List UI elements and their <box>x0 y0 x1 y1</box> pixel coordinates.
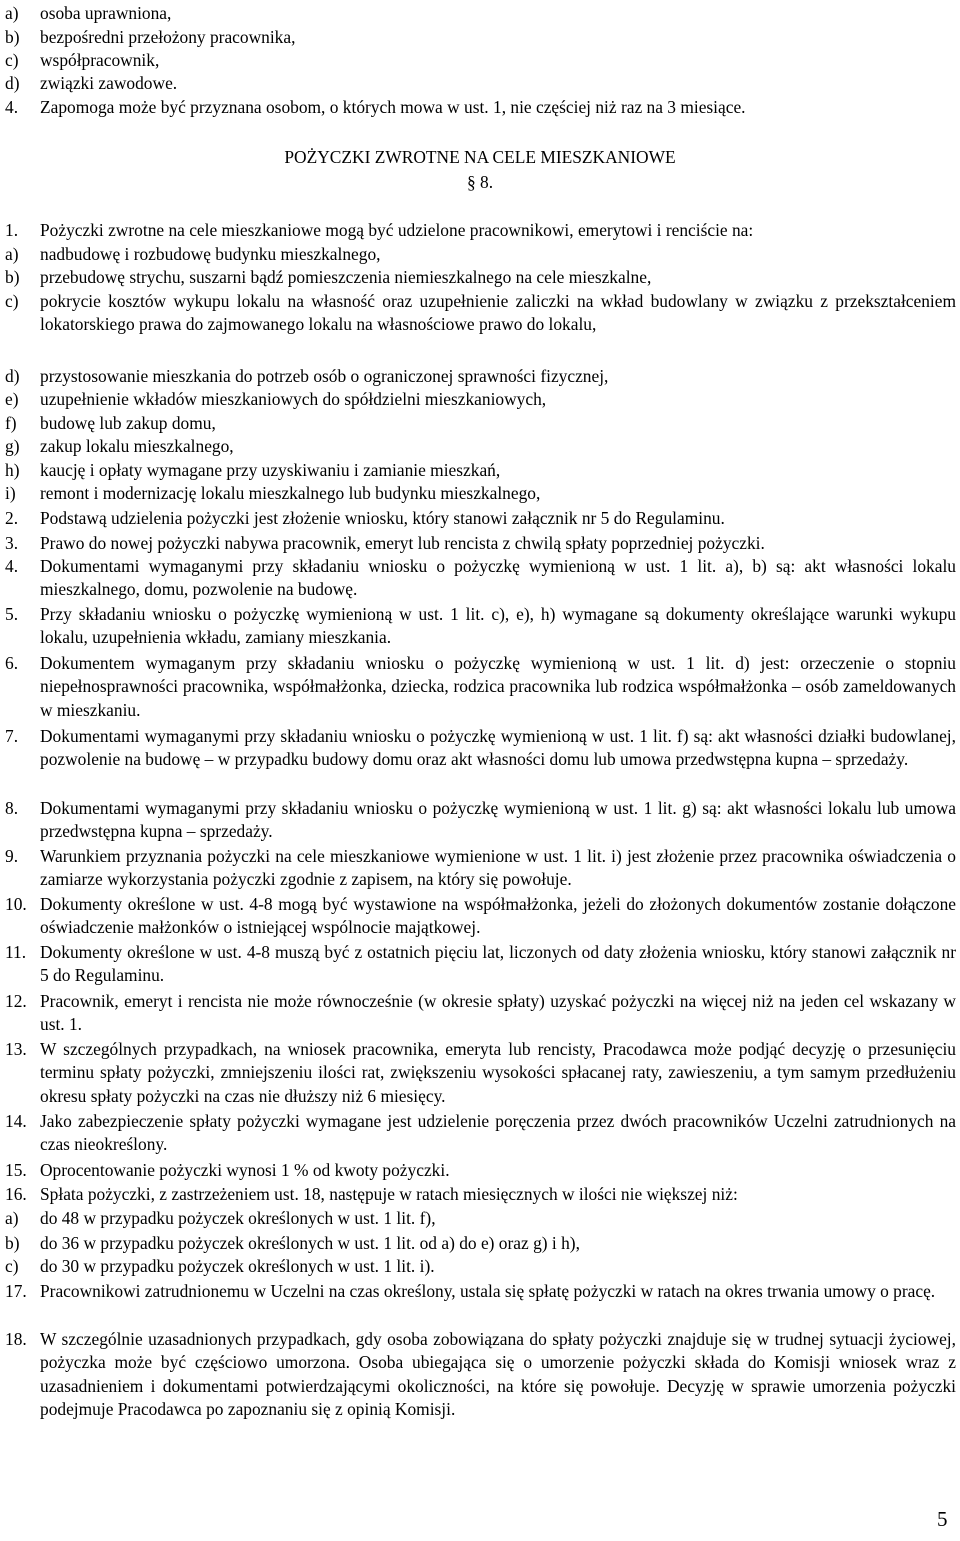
list-text: przebudowę strychu, suszarni bądź pomieszczenia niemieszkalnego na cele mieszkalne, <box>40 267 652 287</box>
list-text: Podstawą udzielenia pożyczki jest złożenie wniosku, który stanowi załącznik nr 5 do Regulaminu. <box>40 508 725 528</box>
list-marker: d) <box>5 366 20 386</box>
list-marker: 5. <box>5 604 19 624</box>
list-text: Prawo do nowej pożyczki nabywa pracownik, emeryt lub rencista z chwilą spłaty poprzedniej pożyczki. <box>40 533 765 553</box>
list-text: do 48 w przypadku pożyczek określonych w ust. 1 lit. f), <box>40 1208 436 1228</box>
list-text: remont i modernizację lokalu mieszkalnego lub budynku mieszkalnego, <box>40 483 541 503</box>
list-marker: f) <box>5 413 17 433</box>
list-marker: 8. <box>5 798 19 818</box>
list-marker: 4. <box>5 97 19 117</box>
list-text: Pracownikowi zatrudnionemu w Uczelni na czas określony, ustala się spłatę pożyczki w ratach na okres trwania umowy o pracę. <box>40 1281 936 1301</box>
paragraph-label: § 8. <box>466 172 494 192</box>
list-marker: g) <box>5 436 20 456</box>
list-marker: 2. <box>5 508 19 528</box>
list-text: związki zawodowe. <box>40 73 178 93</box>
list-text: do 30 w przypadku pożyczek określonych w ust. 1 lit. i). <box>40 1256 435 1276</box>
list-text: Dokumentem wymaganym przy składaniu wniosku o pożyczkę wymienioną w ust. 1 lit. d) jest: orzeczenie o stopniu niepełnosprawności pracownika, współmałżonka, dziecka, rodzica pracownika lub rodzica współmałżonka – osób zameldowanych w mieszkaniu. <box>40 653 956 720</box>
list-marker: 1. <box>5 220 19 240</box>
list-text: współpracownik, <box>40 50 160 70</box>
list-text: W szczególnych przypadkach, na wniosek pracownika, emeryta lub rencisty, Pracodawca może podjąć decyzję o przesunięciu terminu spłaty pożyczki, zmniejszeniu ilości rat, zwiększeniu wysokości spłacanej raty, zawieszeniu, a tym samym przedłużeniu okresu spłaty pożyczki na czas nie dłuższy niż 6 miesięcy. <box>40 1039 956 1106</box>
list-text: Warunkiem przyznania pożyczki na cele mieszkaniowe wymienione w ust. 1 lit. i) jest złożenie przez pracownika oświadczenia o zamiarze wykorzystania pożyczki zgodnie z zapisem, na który się powołuje. <box>40 846 956 890</box>
list-marker: a) <box>5 244 19 264</box>
list-marker: 12. <box>5 991 27 1011</box>
list-text: zakup lokalu mieszkalnego, <box>40 436 234 456</box>
list-marker: b) <box>5 267 20 287</box>
list-marker: 7. <box>5 726 19 746</box>
list-text: uzupełnienie wkładów mieszkaniowych do spółdzielni mieszkaniowych, <box>40 389 547 409</box>
list-text: bezpośredni przełożony pracownika, <box>40 27 296 47</box>
list-marker: a) <box>5 1208 19 1228</box>
list-marker: c) <box>5 50 19 70</box>
list-text: Spłata pożyczki, z zastrzeżeniem ust. 18, następuje w ratach miesięcznych w ilości nie większej niż: <box>40 1184 738 1204</box>
list-marker: 18. <box>5 1329 27 1349</box>
list-text: W szczególnie uzasadnionych przypadkach, gdy osoba zobowiązana do spłaty pożyczki znajduje się w trudnej sytuacji życiowej, pożyczka może być częściowo umorzona. Osoba ubiegająca się o umorzenie pożyczki składa do Komisji wniosek wraz z uzasadnieniem i dokumentami potwierdzającymi okoliczności, na które się powołuje. Decyzję w sprawie umorzenia pożyczki podejmuje Pracodawca po zapoznaniu się z opinią Komisji. <box>40 1329 956 1419</box>
list-text: przystosowanie mieszkania do potrzeb osób o ograniczonej sprawności fizycznej, <box>40 366 609 386</box>
list-marker: i) <box>5 483 16 503</box>
list-text: Oprocentowanie pożyczki wynosi 1 % od kwoty pożyczki. <box>40 1160 450 1180</box>
list-marker: 14. <box>5 1111 27 1131</box>
list-text: pokrycie kosztów wykupu lokalu na własność oraz uzupełnienie zaliczki na wkład budowlany w związku z przekształceniem lokatorskiego prawa do zajmowanego lokalu na własnościowe prawo do lokalu, <box>40 291 956 335</box>
list-marker: 16. <box>5 1184 27 1204</box>
list-marker: d) <box>5 73 20 93</box>
list-marker: c) <box>5 291 19 311</box>
list-marker: 11. <box>5 942 27 962</box>
list-text: Pracownik, emeryt i rencista nie może równocześnie (w okresie spłaty) uzyskać pożyczki na więcej niż na jeden cel wskazany w ust. 1. <box>40 991 956 1035</box>
list-marker: 4. <box>5 556 19 576</box>
list-text: Dokumentami wymaganymi przy składaniu wniosku o pożyczkę wymienioną w ust. 1 lit. g) są: akt własności lokalu lub umowa przedwstępna kupna – sprzedaży. <box>40 798 956 842</box>
list-text: osoba uprawniona, <box>40 3 172 23</box>
list-marker: h) <box>5 460 20 480</box>
list-marker: b) <box>5 27 20 47</box>
list-marker: 10. <box>5 894 27 914</box>
list-text: do 36 w przypadku pożyczek określonych w ust. 1 lit. od a) do e) oraz g) i h), <box>40 1233 580 1253</box>
list-text: Dokumentami wymaganymi przy składaniu wniosku o pożyczkę wymienioną w ust. 1 lit. f) są: akt własności działki budowlanej, pozwolenie na budowę – w przypadku budowy domu oraz akt własności domu lub umowa przedwstępna kupna – sprzedaży. <box>40 726 956 770</box>
list-text: Zapomoga może być przyznana osobom, o których mowa w ust. 1, nie częściej niż raz na 3 miesiące. <box>40 97 746 117</box>
list-marker: 9. <box>5 846 19 866</box>
list-text: Jako zabezpieczenie spłaty pożyczki wymagane jest udzielenie poręczenia przez dwóch pracowników Uczelni zatrudnionych na czas nieokreślony. <box>40 1111 956 1155</box>
list-marker: 3. <box>5 533 19 553</box>
list-marker: 17. <box>5 1281 27 1301</box>
list-marker: c) <box>5 1256 19 1276</box>
page-number: 5 <box>937 1507 948 1531</box>
list-marker: 6. <box>5 653 19 673</box>
list-text: Dokumentami wymaganymi przy składaniu wniosku o pożyczkę wymienioną w ust. 1 lit. a), b) są: akt własności lokalu mieszkalnego, domu, pozwolenie na budowę. <box>40 556 956 600</box>
section-title: POŻYCZKI ZWROTNE NA CELE MIESZKANIOWE <box>284 147 676 167</box>
list-text: Przy składaniu wniosku o pożyczkę wymienioną w ust. 1 lit. c), e), h) wymagane są dokumenty określające warunki wykupu lokalu, uzupełnienia wkładu, zamiany mieszkania. <box>40 604 956 648</box>
list-marker: a) <box>5 3 19 23</box>
list-text: budowę lub zakup domu, <box>40 413 216 433</box>
list-marker: e) <box>5 389 19 409</box>
list-text: Dokumenty określone w ust. 4-8 muszą być z ostatnich pięciu lat, liczonych od daty złożenia wniosku, który stanowi załącznik nr 5 do Regulaminu. <box>40 942 956 986</box>
list-text: kaucję i opłaty wymagane przy uzyskiwaniu i zamianie mieszkań, <box>40 460 501 480</box>
list-text: Pożyczki zwrotne na cele mieszkaniowe mogą być udzielone pracownikowi, emerytowi i renciście na: <box>40 220 754 240</box>
list-text: nadbudowę i rozbudowę budynku mieszkalnego, <box>40 244 381 264</box>
list-marker: b) <box>5 1233 20 1253</box>
list-text: Dokumenty określone w ust. 4-8 mogą być wystawione na współmałżonka, jeżeli do złożonych dokumentów zostanie dołączone oświadczenie małżonków o istniejącej wspólnocie majątkowej. <box>40 894 956 938</box>
list-marker: 13. <box>5 1039 27 1059</box>
list-marker: 15. <box>5 1160 27 1180</box>
